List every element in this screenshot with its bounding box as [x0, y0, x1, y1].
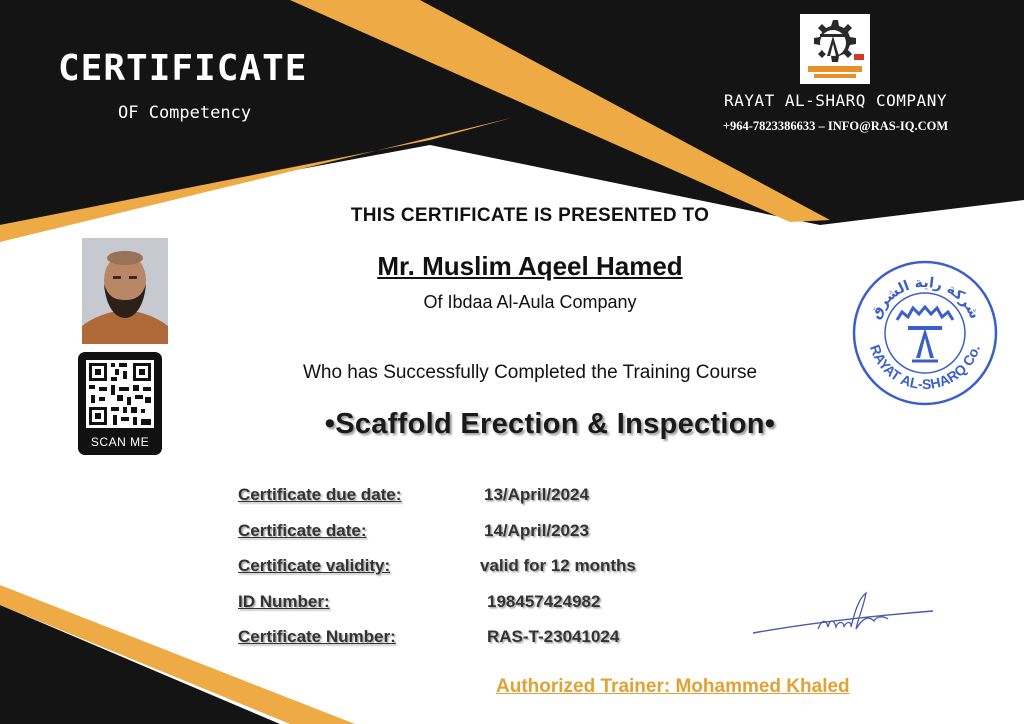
scan-me-label: SCAN ME: [90, 435, 150, 449]
recipient-name-text: Mr. Muslim Aqeel Hamed: [377, 251, 683, 281]
trainer-signature: [748, 585, 943, 650]
detail-label: ID Number:: [238, 591, 330, 611]
detail-label: Certificate validity:: [238, 556, 391, 575]
presented-to-heading: THIS CERTIFICATE IS PRESENTED TO: [350, 205, 710, 226]
company-name: RAYAT AL-SHARQ COMPANY: [724, 91, 947, 110]
company-logo: [800, 14, 870, 84]
certificate-title: CERTIFICATE: [58, 48, 308, 89]
authorized-trainer-text: Authorized Trainer: Mohammed Khaled: [496, 676, 850, 697]
company-stamp: [850, 258, 1000, 413]
authorized-trainer: [496, 676, 966, 698]
detail-value: 198457424982: [487, 591, 601, 611]
course-title: •Scaffold Erection & Inspection•: [324, 408, 776, 440]
detail-value: valid for 12 months: [480, 556, 636, 575]
completion-statement: Who has Successfully Completed the Training Course: [302, 362, 758, 383]
detail-label: Certificate date:: [238, 520, 367, 540]
company-contact: +964-7823386633 – INFO@RAS-IQ.COM: [722, 119, 949, 133]
detail-label: Certificate Number:: [238, 627, 396, 646]
recipient-organization: Of Ibdaa Al-Aula Company: [423, 292, 637, 312]
detail-value: RAS-T-23041024: [487, 627, 620, 646]
detail-value: 14/April/2023: [484, 520, 589, 540]
detail-value: 13/April/2024: [484, 485, 589, 504]
svg-text:RAYAT AL-SHARQ Co.: RAYAT AL-SHARQ Co.: [866, 342, 983, 393]
recipient-name: [240, 251, 820, 282]
svg-text:شركة راية الشرق: شركة راية الشرق: [867, 274, 983, 322]
qr-code[interactable]: [78, 352, 162, 455]
detail-label: Certificate due date:: [238, 485, 402, 504]
bottom-left-dark-corner: [0, 605, 280, 724]
recipient-photo: [82, 238, 168, 344]
certificate-subtitle: OF Competency: [118, 103, 252, 123]
